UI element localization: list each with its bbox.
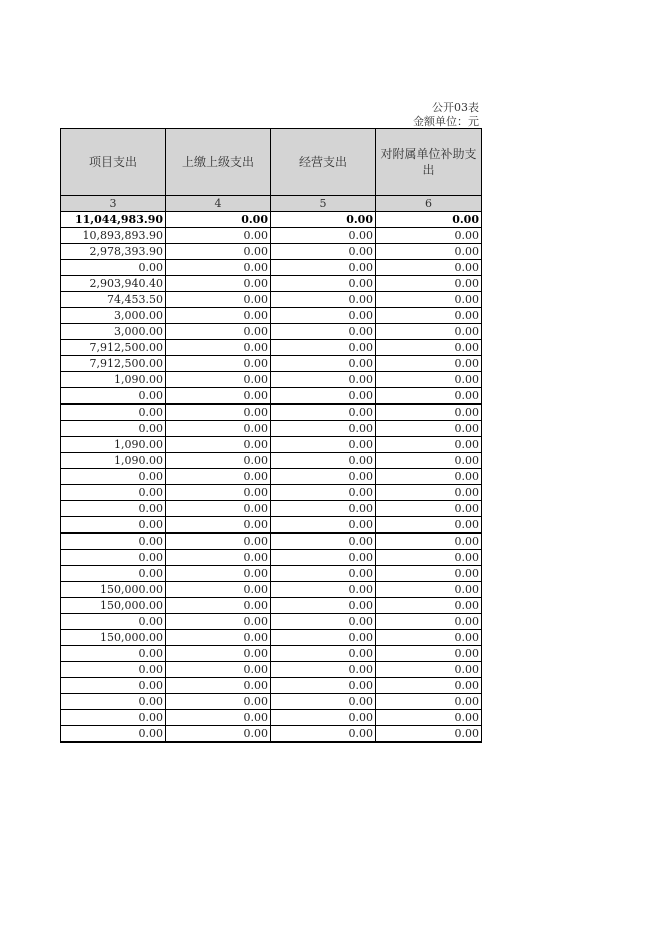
table-cell: 0.00 — [271, 533, 376, 550]
table-cell: 0.00 — [376, 582, 482, 598]
table-cell: 0.00 — [271, 212, 376, 228]
table-cell: 0.00 — [376, 646, 482, 662]
table-cell: 0.00 — [61, 517, 166, 534]
table-row — [61, 404, 482, 421]
table-cell: 0.00 — [166, 630, 271, 646]
table-cell: 0.00 — [61, 694, 166, 710]
table-row — [61, 388, 482, 405]
table-cell: 0.00 — [61, 260, 166, 276]
table-cell: 0.00 — [271, 244, 376, 260]
table-cell: 0.00 — [166, 372, 271, 388]
table-cell: 0.00 — [376, 372, 482, 388]
table-cell: 0.00 — [271, 678, 376, 694]
table-cell: 0.00 — [271, 372, 376, 388]
table-cell: 0.00 — [376, 437, 482, 453]
table-cell: 0.00 — [271, 517, 376, 534]
table-cell: 2,903,940.40 — [61, 276, 166, 292]
column-number: 5 — [271, 196, 376, 212]
table-row — [61, 726, 482, 743]
table-row — [61, 598, 482, 614]
table-cell: 0.00 — [271, 630, 376, 646]
column-number: 4 — [166, 196, 271, 212]
table-row — [61, 630, 482, 646]
table-cell: 0.00 — [271, 469, 376, 485]
table-row — [61, 453, 482, 469]
table-row — [61, 662, 482, 678]
table-cell: 0.00 — [271, 340, 376, 356]
table-cell: 0.00 — [166, 598, 271, 614]
table-cell: 0.00 — [166, 710, 271, 726]
table-cell: 0.00 — [61, 566, 166, 582]
table-cell: 0.00 — [271, 292, 376, 308]
table-cell: 3,000.00 — [61, 324, 166, 340]
table-cell: 0.00 — [61, 501, 166, 517]
table-cell: 7,912,500.00 — [61, 340, 166, 356]
table-cell: 0.00 — [271, 501, 376, 517]
table-cell: 0.00 — [166, 501, 271, 517]
table-cell: 0.00 — [271, 437, 376, 453]
table-cell: 1,090.00 — [61, 437, 166, 453]
table-cell: 0.00 — [376, 694, 482, 710]
table-cell: 0.00 — [271, 228, 376, 244]
table-cell: 0.00 — [376, 244, 482, 260]
table-cell: 0.00 — [376, 614, 482, 630]
table-cell: 0.00 — [271, 356, 376, 372]
table-row — [61, 533, 482, 550]
table-cell: 0.00 — [61, 533, 166, 550]
table-cell: 0.00 — [376, 404, 482, 421]
header-row — [61, 129, 482, 196]
table-row — [61, 340, 482, 356]
table-row — [61, 678, 482, 694]
table-row — [61, 260, 482, 276]
table-cell: 1,090.00 — [61, 372, 166, 388]
table-cell: 0.00 — [166, 646, 271, 662]
table-cell: 0.00 — [271, 566, 376, 582]
table-row — [61, 228, 482, 244]
table-cell: 0.00 — [166, 212, 271, 228]
table-row — [61, 694, 482, 710]
table-cell: 0.00 — [61, 662, 166, 678]
table-row — [61, 710, 482, 726]
table-cell: 0.00 — [271, 598, 376, 614]
table-row — [61, 308, 482, 324]
table-cell: 0.00 — [166, 308, 271, 324]
table-cell: 0.00 — [166, 453, 271, 469]
column-number: 6 — [376, 196, 482, 212]
table-cell: 0.00 — [376, 421, 482, 437]
table-cell: 0.00 — [166, 550, 271, 566]
table-cell: 0.00 — [271, 421, 376, 437]
table-row — [61, 421, 482, 437]
table-row — [61, 485, 482, 501]
table-cell: 0.00 — [376, 469, 482, 485]
table-row — [61, 292, 482, 308]
table-cell: 0.00 — [376, 630, 482, 646]
table-row — [61, 614, 482, 630]
table-cell: 0.00 — [166, 485, 271, 501]
table-cell: 0.00 — [61, 726, 166, 743]
table-cell: 0.00 — [166, 517, 271, 534]
table-cell: 0.00 — [166, 421, 271, 437]
table-cell: 150,000.00 — [61, 630, 166, 646]
header-operating-expenditure: 经营支出 — [271, 129, 376, 196]
table-cell: 3,000.00 — [61, 308, 166, 324]
table-cell: 0.00 — [61, 421, 166, 437]
table-row — [61, 324, 482, 340]
table-cell: 0.00 — [271, 710, 376, 726]
table-cell: 0.00 — [166, 324, 271, 340]
table-cell: 0.00 — [61, 646, 166, 662]
table-row — [61, 437, 482, 453]
table-cell: 0.00 — [271, 324, 376, 340]
table-cell: 0.00 — [61, 614, 166, 630]
table-cell: 74,453.50 — [61, 292, 166, 308]
table-cell: 0.00 — [271, 662, 376, 678]
table-cell: 0.00 — [166, 228, 271, 244]
table-cell: 0.00 — [271, 260, 376, 276]
table-cell: 0.00 — [376, 292, 482, 308]
table-cell: 0.00 — [271, 276, 376, 292]
table-row — [61, 469, 482, 485]
table-cell: 0.00 — [61, 678, 166, 694]
table-cell: 0.00 — [376, 726, 482, 743]
table-cell: 0.00 — [376, 340, 482, 356]
table-row — [61, 517, 482, 534]
table-cell: 0.00 — [376, 485, 482, 501]
column-number-row — [61, 196, 482, 212]
table-row — [61, 244, 482, 260]
table-row — [61, 501, 482, 517]
table-cell: 0.00 — [376, 260, 482, 276]
table-cell: 0.00 — [376, 453, 482, 469]
table-cell: 7,912,500.00 — [61, 356, 166, 372]
table-cell: 0.00 — [376, 356, 482, 372]
table-cell: 0.00 — [376, 533, 482, 550]
table-cell: 0.00 — [166, 726, 271, 743]
table-cell: 0.00 — [376, 276, 482, 292]
table-cell: 0.00 — [61, 485, 166, 501]
table-cell: 0.00 — [376, 598, 482, 614]
table-cell: 0.00 — [166, 356, 271, 372]
table-cell: 0.00 — [271, 404, 376, 421]
table-cell: 0.00 — [166, 388, 271, 405]
table-cell: 1,090.00 — [61, 453, 166, 469]
table-cell: 0.00 — [271, 453, 376, 469]
table-row — [61, 372, 482, 388]
header-remit-superior: 上缴上级支出 — [166, 129, 271, 196]
table-cell: 0.00 — [61, 469, 166, 485]
table-row — [61, 212, 482, 228]
table-cell: 0.00 — [166, 469, 271, 485]
table-cell: 0.00 — [376, 710, 482, 726]
table-cell: 0.00 — [376, 678, 482, 694]
table-cell: 0.00 — [166, 437, 271, 453]
table-cell: 0.00 — [271, 308, 376, 324]
table-cell: 0.00 — [376, 212, 482, 228]
table-cell: 150,000.00 — [61, 582, 166, 598]
table-cell: 0.00 — [166, 292, 271, 308]
table-cell: 0.00 — [376, 228, 482, 244]
table-cell: 0.00 — [166, 678, 271, 694]
table-body — [61, 212, 482, 743]
table-cell: 0.00 — [166, 244, 271, 260]
table-row — [61, 276, 482, 292]
table-cell: 0.00 — [166, 582, 271, 598]
table-cell: 0.00 — [166, 566, 271, 582]
table-cell: 0.00 — [166, 694, 271, 710]
table-cell: 0.00 — [166, 614, 271, 630]
table-row — [61, 356, 482, 372]
table-cell: 0.00 — [271, 550, 376, 566]
table-cell: 0.00 — [376, 308, 482, 324]
form-number-label: 公开03表 — [432, 101, 479, 114]
expenditure-table — [60, 128, 482, 743]
table-cell: 0.00 — [376, 662, 482, 678]
table-cell: 150,000.00 — [61, 598, 166, 614]
table-cell: 0.00 — [376, 501, 482, 517]
table-cell: 0.00 — [166, 533, 271, 550]
table-cell: 0.00 — [166, 404, 271, 421]
table-row — [61, 582, 482, 598]
table-cell: 0.00 — [271, 614, 376, 630]
table-cell: 0.00 — [271, 726, 376, 743]
table-cell: 0.00 — [166, 662, 271, 678]
column-number: 3 — [61, 196, 166, 212]
header-project-expenditure: 项目支出 — [61, 129, 166, 196]
table-cell: 0.00 — [376, 550, 482, 566]
table-row — [61, 550, 482, 566]
table-cell: 0.00 — [166, 340, 271, 356]
table-cell: 0.00 — [166, 276, 271, 292]
currency-unit-label: 金额单位：元 — [413, 115, 479, 128]
header-subsidy-affiliated: 对附属单位补助支出 — [376, 129, 482, 196]
table-cell: 0.00 — [271, 694, 376, 710]
table-cell: 0.00 — [166, 260, 271, 276]
table-cell: 0.00 — [271, 582, 376, 598]
table-row — [61, 566, 482, 582]
table-cell: 10,893,893.90 — [61, 228, 166, 244]
table-cell: 0.00 — [271, 485, 376, 501]
table-cell: 0.00 — [61, 388, 166, 405]
table-cell: 0.00 — [376, 388, 482, 405]
table-cell: 0.00 — [271, 646, 376, 662]
table-cell: 0.00 — [61, 550, 166, 566]
table-cell: 0.00 — [376, 566, 482, 582]
table-cell: 11,044,983.90 — [61, 212, 166, 228]
table-cell: 0.00 — [271, 388, 376, 405]
table-cell: 2,978,393.90 — [61, 244, 166, 260]
table-row — [61, 646, 482, 662]
table-cell: 0.00 — [376, 517, 482, 534]
table-cell: 0.00 — [376, 324, 482, 340]
table-cell: 0.00 — [61, 404, 166, 421]
table-cell: 0.00 — [61, 710, 166, 726]
